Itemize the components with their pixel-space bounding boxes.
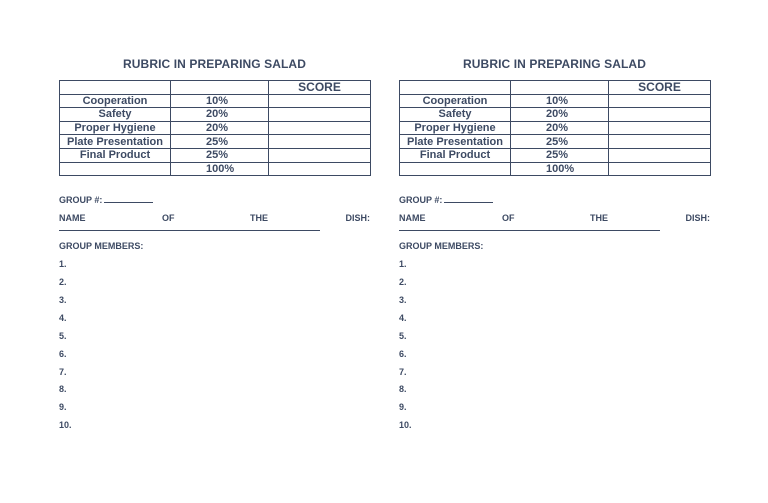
table-header-row bbox=[400, 81, 711, 95]
total-cell: 100% bbox=[171, 162, 269, 176]
criterion-cell: Cooperation bbox=[60, 94, 171, 108]
list-item: 3. bbox=[399, 294, 407, 305]
empty-cell bbox=[400, 162, 511, 176]
dish-word: NAME bbox=[59, 213, 86, 224]
list-item: 2. bbox=[59, 277, 67, 288]
rubric-title: RUBRIC IN PREPARING SALAD bbox=[463, 57, 646, 71]
dish-name-line bbox=[399, 212, 710, 224]
table-total-row bbox=[60, 162, 371, 176]
score-cell[interactable] bbox=[609, 108, 711, 122]
criterion-cell: Final Product bbox=[400, 148, 511, 162]
list-item: 7. bbox=[59, 366, 67, 377]
rubric-panel-right bbox=[399, 57, 710, 437]
weight-cell: 20% bbox=[511, 108, 609, 122]
criterion-cell: Proper Hygiene bbox=[400, 121, 511, 135]
weight-cell: 20% bbox=[171, 108, 269, 122]
weight-cell: 25% bbox=[511, 148, 609, 162]
score-header: SCORE bbox=[609, 81, 711, 95]
list-item: 10. bbox=[399, 420, 412, 431]
empty-cell bbox=[511, 81, 609, 95]
weight-cell: 10% bbox=[171, 94, 269, 108]
score-cell[interactable] bbox=[269, 135, 371, 149]
group-number-blank[interactable] bbox=[104, 194, 153, 203]
table-row bbox=[60, 94, 371, 108]
table-row bbox=[60, 148, 371, 162]
criterion-cell: Cooperation bbox=[400, 94, 511, 108]
score-cell[interactable] bbox=[609, 148, 711, 162]
list-item: 8. bbox=[59, 384, 67, 395]
weight-cell: 25% bbox=[171, 148, 269, 162]
list-item: 8. bbox=[399, 384, 407, 395]
group-number-line bbox=[59, 194, 370, 206]
empty-cell bbox=[60, 162, 171, 176]
dish-word: THE bbox=[590, 213, 608, 224]
group-number-label: GROUP #: bbox=[59, 195, 103, 206]
table-total-row bbox=[400, 162, 711, 176]
table-row bbox=[400, 108, 711, 122]
group-members-label: GROUP MEMBERS: bbox=[59, 241, 144, 252]
dish-name-line bbox=[59, 212, 370, 224]
score-cell[interactable] bbox=[609, 94, 711, 108]
list-item: 10. bbox=[59, 420, 72, 431]
dish-word: OF bbox=[162, 213, 175, 224]
table-header-row bbox=[60, 81, 371, 95]
list-item: 4. bbox=[59, 312, 67, 323]
dish-word: THE bbox=[250, 213, 268, 224]
criterion-cell: Safety bbox=[400, 108, 511, 122]
dish-name-blank[interactable] bbox=[59, 230, 320, 231]
dish-name-blank[interactable] bbox=[399, 230, 660, 231]
weight-cell: 25% bbox=[511, 135, 609, 149]
total-score-cell[interactable] bbox=[609, 162, 711, 176]
group-members-label: GROUP MEMBERS: bbox=[399, 241, 484, 252]
table-row bbox=[60, 121, 371, 135]
group-number-blank[interactable] bbox=[444, 194, 493, 203]
dish-word: DISH: bbox=[685, 213, 710, 224]
weight-cell: 20% bbox=[171, 121, 269, 135]
table-row bbox=[400, 148, 711, 162]
dish-word: NAME bbox=[399, 213, 426, 224]
criterion-cell: Plate Presentation bbox=[60, 135, 171, 149]
list-item: 1. bbox=[399, 259, 407, 270]
score-cell[interactable] bbox=[269, 94, 371, 108]
score-header: SCORE bbox=[269, 81, 371, 95]
rubric-title: RUBRIC IN PREPARING SALAD bbox=[123, 57, 306, 71]
list-item: 3. bbox=[59, 294, 67, 305]
score-cell[interactable] bbox=[609, 121, 711, 135]
list-item: 1. bbox=[59, 259, 67, 270]
criterion-cell: Safety bbox=[60, 108, 171, 122]
list-item: 9. bbox=[399, 402, 407, 413]
total-score-cell[interactable] bbox=[269, 162, 371, 176]
group-members-list bbox=[59, 258, 370, 437]
empty-cell bbox=[400, 81, 511, 95]
list-item: 2. bbox=[399, 277, 407, 288]
empty-cell bbox=[60, 81, 171, 95]
list-item: 6. bbox=[59, 348, 67, 359]
criterion-cell: Proper Hygiene bbox=[60, 121, 171, 135]
list-item: 5. bbox=[399, 330, 407, 341]
score-cell[interactable] bbox=[609, 135, 711, 149]
weight-cell: 20% bbox=[511, 121, 609, 135]
list-item: 6. bbox=[399, 348, 407, 359]
dish-word: DISH: bbox=[345, 213, 370, 224]
rubric-table bbox=[59, 80, 371, 176]
weight-cell: 10% bbox=[511, 94, 609, 108]
rubric-panel-left bbox=[59, 57, 370, 437]
table-row bbox=[60, 108, 371, 122]
empty-cell bbox=[171, 81, 269, 95]
dish-word: OF bbox=[502, 213, 515, 224]
group-number-label: GROUP #: bbox=[399, 195, 443, 206]
rubric-table bbox=[399, 80, 711, 176]
list-item: 4. bbox=[399, 312, 407, 323]
group-number-line bbox=[399, 194, 710, 206]
total-cell: 100% bbox=[511, 162, 609, 176]
score-cell[interactable] bbox=[269, 121, 371, 135]
list-item: 5. bbox=[59, 330, 67, 341]
group-members-list bbox=[399, 258, 710, 437]
score-cell[interactable] bbox=[269, 108, 371, 122]
list-item: 9. bbox=[59, 402, 67, 413]
score-cell[interactable] bbox=[269, 148, 371, 162]
criterion-cell: Plate Presentation bbox=[400, 135, 511, 149]
table-row bbox=[400, 94, 711, 108]
table-row bbox=[60, 135, 371, 149]
table-row bbox=[400, 135, 711, 149]
weight-cell: 25% bbox=[171, 135, 269, 149]
criterion-cell: Final Product bbox=[60, 148, 171, 162]
list-item: 7. bbox=[399, 366, 407, 377]
table-row bbox=[400, 121, 711, 135]
